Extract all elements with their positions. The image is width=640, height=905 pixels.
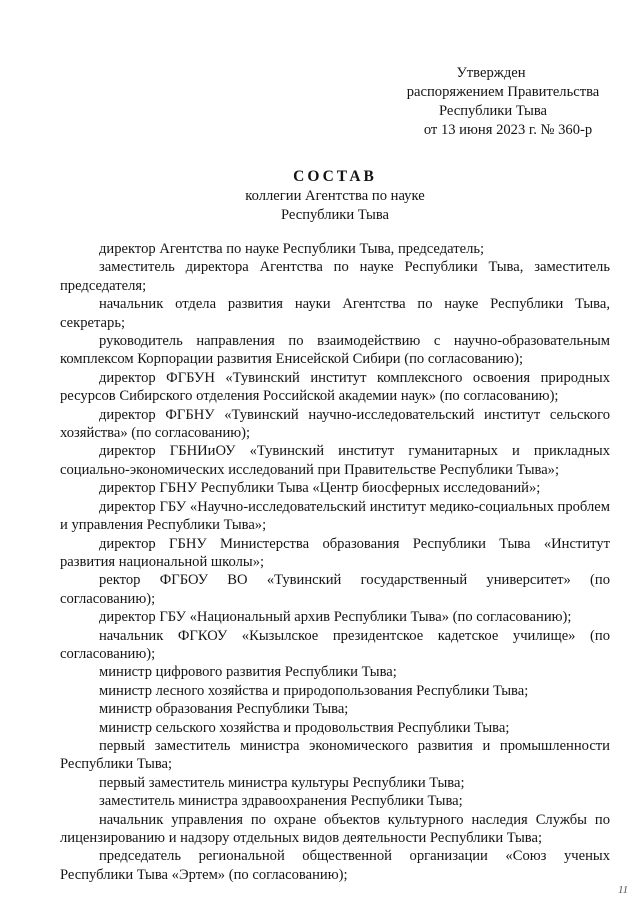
document-title: СОСТАВ [293,168,377,185]
member-item: председатель региональной общественной организации «Союз ученых Республики Тыва «Эртем» (по согласованию); [60,848,610,883]
approval-line-1: Утвержден [456,65,526,81]
approval-line-4: от 13 июня 2023 г. № 360-р [423,122,593,138]
approval-stamp [370,64,620,140]
member-item: начальник ФГКОУ «Кызылское президентское кадетское училище» (по согласованию); [60,627,610,662]
member-item: заместитель директора Агентства по науке Республики Тыва, заместитель председателя; [60,259,610,294]
document-subtitle [60,187,610,224]
member-item: директор Агентства по науке Республики Тыва, председатель; [99,241,485,257]
member-item: министр сельского хозяйства и продовольствия Республики Тыва; [99,719,510,736]
member-item: первый заместитель министра экономического развития и промышленности Республики Тыва; [60,737,610,773]
approval-line-3: Республики Тыва [438,103,548,119]
member-item: первый заместитель министра культуры Республики Тыва; [99,774,465,791]
member-item: директор ФГБНУ «Тувинский научно-исследовательский институт сельского хозяйства» (по согласованию); [60,406,610,442]
member-item: министр образования Республики Тыва; [99,701,349,718]
member-item: директор ФГБУН «Тувинский институт комплексного освоения природных ресурсов Сибирского отделения Российской академии наук» (по согласованию); [60,369,610,405]
subtitle-line-2: Республики Тыва [280,206,390,223]
subtitle-line-1: коллегии Агентства по науке [245,188,425,204]
members-list [60,240,610,884]
member-item: министр цифрового развития Республики Тыва; [99,664,397,681]
member-item: директор ГБНУ Министерства образования Республики Тыва «Институт развития национальной школы»; [60,535,610,570]
approval-line-2: распоряжением Правительства [406,84,600,100]
member-item: руководитель направления по взаимодействию с научно-образовательным комплексом Корпорации развития Енисейской Сибири (по согласованию); [60,333,610,368]
member-item: начальник управления по охране объектов культурного наследия Службы по лицензированию и надзору отдельных видов деятельности Республики Тыва; [60,811,610,846]
member-item: начальник отдела развития науки Агентства по науке Республики Тыва, секретарь; [60,296,610,331]
member-item: директор ГБУ «Научно-исследовательский институт медико-социальных проблем и управления Республики Тыва»; [60,498,610,534]
member-item: директор ГБНУ Республики Тыва «Центр биосферных исследований»; [99,480,541,497]
member-item: директор ГБУ «Национальный архив Республики Тыва» (по согласованию); [99,609,572,626]
page-number-mark: 11 [618,884,629,896]
member-item: директор ГБНИиОУ «Тувинский институт гуманитарных и прикладных социально-экономических исследований при Правительстве Республики Тыва»; [60,443,610,478]
member-item: ректор ФГБОУ ВО «Тувинский государственный университет» (по согласованию); [60,572,610,607]
member-item: заместитель министра здравоохранения Республики Тыва; [99,793,463,810]
member-item: министр лесного хозяйства и природопользования Республики Тыва; [99,682,529,699]
